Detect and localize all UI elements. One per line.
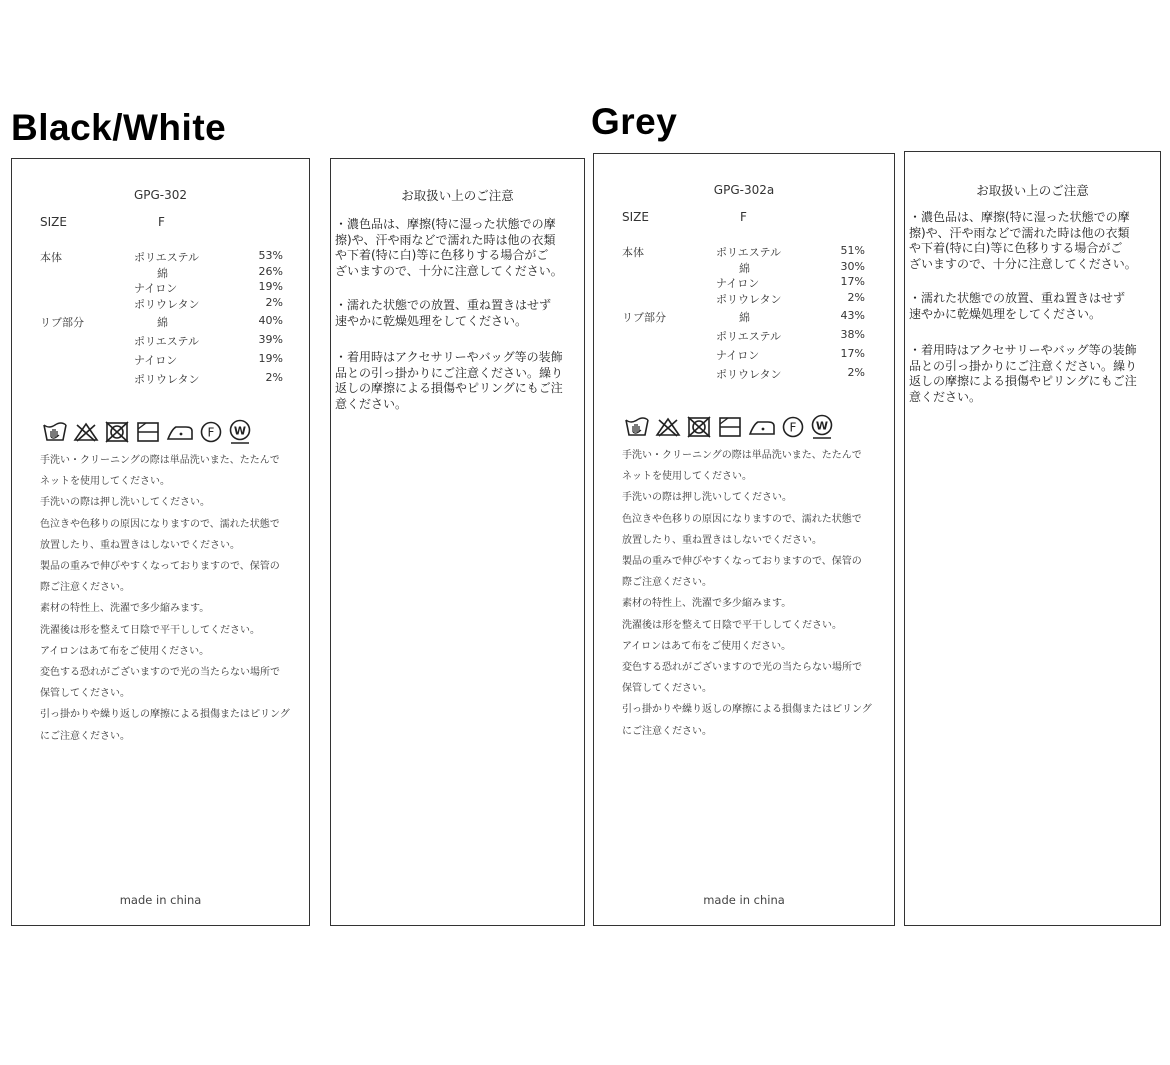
svg-text:F: F [789, 420, 797, 435]
material-group-label: リブ部分 [622, 311, 666, 324]
caution-line: 返しの摩擦による損傷やピリングにもご注 [335, 381, 563, 395]
wet-clean-w-icon [228, 419, 252, 445]
svg-text:W: W [233, 424, 247, 438]
made-in: made in china [119, 893, 202, 907]
care-note-line: 際ご注意ください。 [40, 582, 130, 594]
material-percentage: 19% [258, 280, 283, 293]
care-note-line: 変色する恐れがございますので光の当たらない場所で [622, 662, 862, 674]
care-note-line: ネットを使用してください。 [40, 476, 170, 488]
care-note-line: 手洗い・クリーニングの際は単品洗いまた、たたんで [40, 455, 280, 466]
dry-clean-f-icon [781, 415, 805, 439]
size-value: F [158, 215, 165, 229]
material-percentage: 26% [258, 264, 283, 278]
caution-line: ・濃色品は、摩擦(特に湿った状態での摩 [909, 210, 1130, 224]
material-percentage: 19% [258, 352, 283, 365]
care-note-line: 放置したり、重ね置きはしないでください。 [40, 539, 240, 551]
material-percentage: 40% [258, 314, 283, 327]
caution-paragraph [335, 298, 551, 329]
black-white-heading: Black/White [11, 107, 227, 148]
caution-line: ・濃色品は、摩擦(特に湿った状態での摩 [335, 217, 556, 231]
care-note-line: 放置したり、重ね置きはしないでください。 [622, 534, 822, 546]
dry-clean-f-icon [199, 420, 223, 444]
care-symbols [42, 419, 252, 445]
caution-line: ざいますので、十分に注意してください。 [335, 263, 563, 278]
caution-line: や下着(特に白)等に色移りする場合がご [335, 248, 549, 262]
caution-paragraph [335, 217, 563, 279]
material-name: ナイロン [716, 349, 760, 362]
material-group-label: 本体 [622, 246, 644, 259]
care-notes [40, 450, 290, 747]
care-note-line: 手洗い・クリーニングの際は単品洗いまた、たたんで [622, 450, 862, 461]
caution-line: ・濡れた状態での放置、重ね置きはせず [909, 291, 1126, 305]
material-name: ナイロン [134, 282, 178, 295]
care-note-line: 色泣きや色移りの原因になりますので、濡れた状態で [622, 513, 862, 525]
care-note-line: 手洗いの際は押し洗いしてください。 [622, 492, 792, 504]
material-name: 綿 [157, 266, 168, 280]
caution-line: 品との引っ掛かりにご注意ください。繰り [335, 365, 564, 380]
caution-paragraph [335, 350, 563, 412]
size-value: F [740, 210, 747, 224]
care-note-line: ネットを使用してください。 [622, 471, 752, 483]
svg-text:F: F [207, 425, 215, 440]
material-name: ポリウレタン [716, 292, 782, 306]
made-in: made in china [703, 893, 785, 907]
care-note-line: アイロンはあて布をご使用ください。 [622, 640, 792, 652]
care-note-line: 保管してください。 [40, 688, 130, 700]
line-dry-shade-icon [135, 421, 161, 443]
caution-line: ・着用時はアクセサリーやバッグ等の装飾 [335, 350, 563, 364]
material-name: ナイロン [716, 277, 760, 290]
caution-line: ざいますので、十分に注意してください。 [909, 256, 1137, 271]
care-note-line: 素材の特性上、洗濯で多少縮みます。 [622, 598, 792, 610]
care-note-line: 色泣きや色移りの原因になりますので、濡れた状態で [40, 518, 280, 530]
care-note-line: 洗濯後は形を整えて日陰で平干ししてください。 [622, 619, 842, 631]
caution-paragraph [909, 343, 1137, 405]
material-name: ナイロン [134, 354, 178, 367]
care-note-line: 手洗いの際は押し洗いしてください。 [40, 497, 210, 509]
wet-clean-w-icon [810, 414, 834, 440]
material-percentage: 2% [847, 290, 865, 304]
caution-line: 速やかに乾燥処理をしてください。 [909, 306, 1102, 321]
care-note-line: 変色する恐れがございますので光の当たらない場所で [40, 667, 280, 679]
material-name: ポリエステル [716, 246, 782, 259]
caution-line: 意ください。 [909, 389, 982, 404]
material-percentage: 2% [265, 371, 283, 384]
svg-text:W: W [815, 419, 829, 433]
material-percentage: 30% [840, 259, 865, 273]
caution-line: 品との引っ掛かりにご注意ください。繰り [909, 358, 1138, 373]
material-name: 綿 [739, 311, 750, 324]
material-percentage: 51% [840, 244, 865, 257]
low-iron-icon [166, 421, 194, 443]
care-note-line: 洗濯後は形を整えて日陰で平干ししてください。 [40, 624, 260, 636]
caution-line: や下着(特に白)等に色移りする場合がご [909, 241, 1123, 255]
material-name: ポリエステル [134, 251, 200, 264]
material-percentage: 53% [258, 249, 283, 262]
care-note-line: 製品の重みで伸びやすくなっておりますので、保管の [622, 556, 862, 568]
material-name: ポリエステル [134, 335, 200, 348]
no-tumble-dry-icon [686, 416, 712, 438]
care-note-line: 保管してください。 [622, 683, 712, 695]
no-bleach-icon [73, 421, 99, 443]
hand-wash-icon [624, 416, 650, 438]
grey-heading: Grey [591, 101, 678, 142]
caution-line: ・着用時はアクセサリーやバッグ等の装飾 [909, 343, 1137, 357]
material-percentage: 2% [265, 295, 283, 309]
caution-title: お取扱い上のご注意 [401, 188, 514, 203]
care-note-line: 際ご注意ください。 [622, 577, 712, 589]
size-label: SIZE [622, 210, 649, 224]
material-name: ポリウレタン [134, 373, 200, 386]
low-iron-icon [748, 416, 776, 438]
caution-paragraph [909, 210, 1137, 272]
care-notes [622, 445, 872, 742]
caution-title: お取扱い上のご注意 [976, 183, 1089, 198]
hand-wash-icon [42, 421, 68, 443]
material-name: ポリウレタン [716, 368, 782, 381]
material-name: ポリエステル [716, 330, 782, 343]
caution-line: 擦)や、汗や雨などで濡れた時は他の衣類 [909, 225, 1130, 240]
caution-line: 擦)や、汗や雨などで濡れた時は他の衣類 [335, 232, 556, 247]
no-tumble-dry-icon [104, 421, 130, 443]
caution-line: 返しの摩擦による損傷やピリングにもご注 [909, 374, 1137, 388]
line-dry-shade-icon [717, 416, 743, 438]
care-note-line: 引っ掛かりや繰り返しの摩擦による損傷またはピリング [40, 709, 290, 721]
care-symbols [624, 414, 834, 440]
product-code: GPG-302a [713, 183, 775, 197]
care-note-line: 製品の重みで伸びやすくなっておりますので、保管の [40, 561, 280, 573]
material-percentage: 43% [840, 309, 865, 322]
caution-line: ・濡れた状態での放置、重ね置きはせず [335, 298, 552, 312]
material-group-label: 本体 [40, 251, 62, 264]
material-percentage: 2% [847, 366, 865, 379]
caution-line: 意ください。 [335, 396, 408, 411]
care-note-line: 引っ掛かりや繰り返しの摩擦による損傷またはピリング [622, 704, 872, 716]
grey-care-label-panel [593, 153, 895, 926]
bw-caution-panel [330, 158, 585, 926]
no-bleach-icon [655, 416, 681, 438]
care-note-line: にご注意ください。 [40, 730, 130, 742]
caution-paragraph [909, 291, 1125, 322]
material-name: 綿 [157, 316, 168, 329]
material-percentage: 17% [840, 275, 865, 288]
material-name: ポリウレタン [134, 297, 200, 311]
care-note-line: 素材の特性上、洗濯で多少縮みます。 [40, 603, 210, 615]
material-percentage: 38% [840, 328, 865, 341]
material-percentage: 17% [840, 347, 865, 360]
caution-line: 速やかに乾燥処理をしてください。 [335, 313, 528, 328]
bw-care-label-panel [11, 158, 310, 926]
material-group-label: リブ部分 [40, 316, 84, 329]
material-percentage: 39% [258, 333, 283, 346]
grey-caution-panel [904, 151, 1161, 926]
care-note-line: アイロンはあて布をご使用ください。 [40, 645, 210, 657]
product-code: GPG-302 [133, 188, 188, 202]
material-name: 綿 [739, 261, 750, 275]
care-note-line: にご注意ください。 [622, 725, 712, 737]
size-label: SIZE [40, 215, 67, 229]
